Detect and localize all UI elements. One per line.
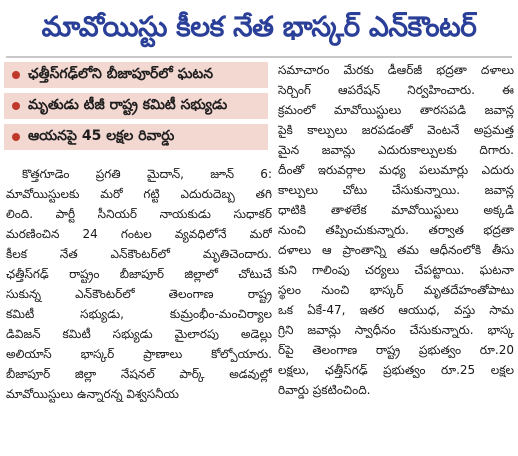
article-line: సమాచారం మేరకు డీఆర్‌జీ భద్రతా దళాలు xyxy=(278,63,514,77)
article-line: దళాలు ఆ ప్రాంతాన్ని తమ ఆధీనంలోకి తీసు xyxy=(278,243,514,257)
article-line: గ్రిని జవాన్లు స్వాధీనం చేసుకున్నారు. భాస్క xyxy=(278,323,514,337)
article-line: క్రమంలో మావోయిస్టులు తారసపడి జవాన్ల xyxy=(278,103,514,117)
article-line: లింది. పార్టీ సీనియర్ నాయకుడు సుధాకర్ xyxy=(6,207,272,221)
article-line: ఛత్తీస్‌గఢ్ రాష్ట్రం బీజాపూర్ జిల్లాలో చోటుచే xyxy=(6,267,272,281)
highlight-bullets xyxy=(2,60,270,152)
right-column xyxy=(276,60,516,456)
bullet-text: మృతుడు టీజీ రాష్ట్ర కమిటీ సభ్యుడు xyxy=(28,96,228,113)
bullet-item xyxy=(4,62,268,88)
article-line: కాల్పులు చోటు చేసుకున్నాయి. జవాన్ల xyxy=(278,183,514,197)
bullet-dot-icon xyxy=(12,102,20,110)
bullet-item xyxy=(4,124,268,150)
bullet-dot-icon xyxy=(12,71,20,79)
article-line: సుకున్న ఎన్‌కౌంటర్‌లో తెలంగాణ రాష్ట్ర xyxy=(6,287,272,301)
bullet-dot-icon xyxy=(12,133,20,141)
article-line: నుంచి తప్పించుకున్నారు. తర్వాత భద్రతా xyxy=(278,223,514,237)
article-line: ర్‌పై తెలంగాణ రాష్ట్ర ప్రభుత్వం రూ.20 xyxy=(278,343,514,357)
article-body-right xyxy=(278,60,514,400)
article-line: స్థలం నుంచి భాస్కర్ మృతదేహంతోపాటు xyxy=(278,283,514,297)
article-line: బీజాపూర్ జిల్లా నేషనల్ పార్క్ అడవుల్లో xyxy=(6,367,272,381)
headline-divider xyxy=(6,56,512,58)
article-line: మైన జవాన్లు ఎదురుకాల్పులకు దిగారు. xyxy=(278,143,514,157)
article-line: ధాటికి తాళలేక మావోయిస్టులు అక్కడి xyxy=(278,203,514,217)
article-line: డివిజన్ కమిటీ సభ్యుడు మైలారపు అడెల్లు xyxy=(6,327,272,341)
bullet-item xyxy=(4,93,268,119)
article-line: పైకి కాల్పులు జరపడంతో వెంటనే అప్రమత్త xyxy=(278,123,514,137)
article-line: రివార్డు ప్రకటించింది. xyxy=(278,383,371,397)
article-line: ఒక ఏకే-47, ఇతర ఆయుధ, వస్తు సామ xyxy=(278,303,514,317)
article-line: లక్షలు, ఛత్తీస్‌గఢ్ ప్రభుత్వం రూ.25 లక్షల xyxy=(278,363,514,377)
article-line: మావోయిస్టులు ఉన్నారన్న విశ్వసనీయ xyxy=(6,387,179,401)
article-line: సెర్చింగ్ ఆపరేషన్ నిర్వహించారు. ఈ xyxy=(278,83,514,97)
article-line: కుని గాలింపు చర్యలు చేపట్టాయి. ఘటనా xyxy=(278,263,514,277)
article-line: దీంతో ఇరువర్గాల మధ్య పలుమార్లు ఎదురు xyxy=(278,163,514,177)
article-line: కొత్తగూడెం ప్రగతి మైదాన్, జూన్ 6: xyxy=(22,167,272,181)
bullet-text: ఛత్తీస్‌గఢ్‌లోని బీజాపూర్‌లో ఘటన xyxy=(28,65,214,82)
article-line: మరణించిన 24 గంటల వ్యవధిలోనే మరో xyxy=(6,227,272,241)
article-line: కమిటీ సభ్యుడు, కుమ్రంభీం-మంచిర్యాల xyxy=(6,307,272,321)
article-line: కీలక నేత ఎన్‌కౌంటర్‌లో మృతిచెందారు. xyxy=(6,247,272,261)
article-body-left xyxy=(6,164,272,404)
left-column xyxy=(2,60,270,456)
headline: మావోయిస్టు కీలక నేత భాస్కర్ ఎన్‌కౌంటర్ xyxy=(41,10,477,43)
article-line: అలియాస్ భాస్కర్ ప్రాణాలు కోల్పోయారు. xyxy=(6,347,272,361)
bullet-text: ఆయనపై 45 లక్షల రివార్డు xyxy=(28,127,175,144)
article-line: మావోయిస్టులకు మరో గట్టి ఎదురుదెబ్బ తగి xyxy=(6,187,272,201)
